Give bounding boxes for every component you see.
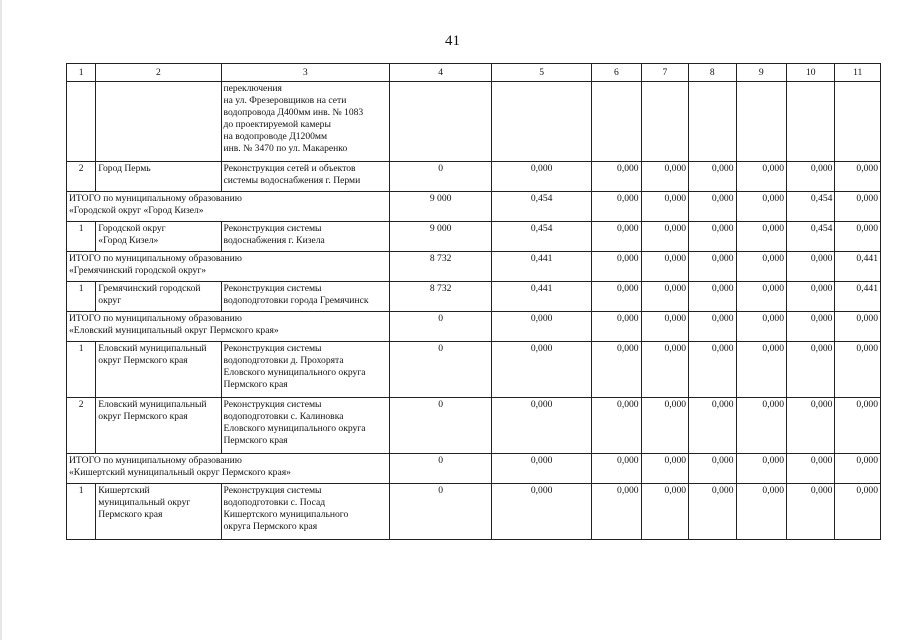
project-description: Реконструкция системы водоснабжения г. Кизела — [221, 222, 390, 252]
value-cell: 0 — [390, 162, 492, 192]
value-cell: 0,000 — [592, 398, 641, 454]
value-cell: 0,000 — [689, 484, 736, 540]
header-cell: 9 — [736, 64, 786, 82]
value-cell: 0,000 — [787, 342, 835, 398]
value-cell: 0,000 — [787, 484, 835, 540]
header-cell: 2 — [96, 64, 221, 82]
value-cell — [641, 82, 688, 162]
value-cell — [390, 82, 492, 162]
value-cell: 8 732 — [390, 282, 492, 312]
value-cell: 0,000 — [592, 484, 641, 540]
value-cell: 0,000 — [641, 484, 688, 540]
value-cell: 0,000 — [592, 282, 641, 312]
value-cell: 0,000 — [835, 342, 881, 398]
value-cell: 0,000 — [641, 312, 688, 342]
municipality-name: Городской округ «Город Кизел» — [96, 222, 221, 252]
value-cell: 0,454 — [787, 222, 835, 252]
page-number: 41 — [445, 33, 460, 49]
value-cell: 0,454 — [492, 222, 592, 252]
header-cell: 5 — [492, 64, 592, 82]
header-cell: 7 — [641, 64, 688, 82]
value-cell: 0,000 — [787, 162, 835, 192]
municipality-name: Гремячинский городской округ — [96, 282, 221, 312]
header-cell: 8 — [689, 64, 736, 82]
table-row — [67, 342, 881, 398]
value-cell: 0,000 — [736, 454, 786, 484]
value-cell: 0,000 — [492, 312, 592, 342]
value-cell: 0,000 — [689, 252, 736, 282]
data-table — [66, 63, 881, 540]
value-cell: 0,000 — [592, 222, 641, 252]
row-number: 2 — [67, 398, 96, 454]
value-cell: 0,000 — [689, 398, 736, 454]
row-number — [67, 82, 96, 162]
municipality-name: Город Пермь — [96, 162, 221, 192]
value-cell: 0,000 — [592, 252, 641, 282]
value-cell: 0,441 — [835, 252, 881, 282]
value-cell: 0,000 — [736, 252, 786, 282]
total-row — [67, 192, 881, 222]
value-cell: 0,000 — [641, 192, 688, 222]
value-cell: 0,000 — [641, 252, 688, 282]
value-cell: 0,441 — [835, 282, 881, 312]
total-label: ИТОГО по муниципальному образованию «Еловский муниципальный округ Пермского края» — [67, 312, 390, 342]
value-cell: 0,000 — [689, 192, 736, 222]
project-description: Реконструкция системы водоподготовки д. Прохорята Еловского муниципального округа Пермского края — [221, 342, 390, 398]
value-cell — [689, 82, 736, 162]
municipality-name: Еловский муниципальный округ Пермского края — [96, 398, 221, 454]
table-header-row — [67, 64, 881, 82]
row-number: 1 — [67, 342, 96, 398]
total-row — [67, 312, 881, 342]
value-cell: 0,000 — [736, 398, 786, 454]
header-cell: 6 — [592, 64, 641, 82]
value-cell: 0,000 — [492, 484, 592, 540]
value-cell: 0,000 — [641, 398, 688, 454]
total-row — [67, 252, 881, 282]
value-cell: 9 000 — [390, 222, 492, 252]
value-cell: 0,000 — [835, 192, 881, 222]
value-cell: 0,000 — [736, 484, 786, 540]
value-cell — [787, 82, 835, 162]
value-cell: 0,000 — [492, 454, 592, 484]
total-label: ИТОГО по муниципальному образованию «Гремячинский городской округ» — [67, 252, 390, 282]
value-cell: 0,000 — [592, 342, 641, 398]
table-row — [67, 82, 881, 162]
value-cell: 0,000 — [787, 312, 835, 342]
total-row — [67, 454, 881, 484]
total-label: ИТОГО по муниципальному образованию «Кишертский муниципальный округ Пермского края» — [67, 454, 390, 484]
value-cell: 0,000 — [592, 192, 641, 222]
value-cell: 0,000 — [835, 454, 881, 484]
header-cell: 11 — [835, 64, 881, 82]
value-cell: 0 — [390, 312, 492, 342]
total-label: ИТОГО по муниципальному образованию «Городской округ «Город Кизел» — [67, 192, 390, 222]
value-cell: 0,000 — [689, 222, 736, 252]
value-cell: 0,000 — [689, 312, 736, 342]
value-cell — [835, 82, 881, 162]
table-row — [67, 398, 881, 454]
municipality-name: Кишертский муниципальный округ Пермского края — [96, 484, 221, 540]
value-cell: 0,000 — [592, 312, 641, 342]
scan-edge — [0, 0, 2, 640]
value-cell: 0,000 — [689, 454, 736, 484]
project-description: переключения на ул. Фрезеровщиков на сети водопровода Д400мм инв. № 1083 до проектируемой камеры на водопроводе Д1200мм инв. № 3470 по ул. Макаренко — [221, 82, 390, 162]
value-cell: 0,000 — [736, 222, 786, 252]
value-cell: 0,000 — [592, 454, 641, 484]
header-cell: 3 — [221, 64, 390, 82]
table-row — [67, 162, 881, 192]
municipality-name — [96, 82, 221, 162]
value-cell: 0,441 — [492, 282, 592, 312]
value-cell: 0,000 — [641, 282, 688, 312]
row-number: 2 — [67, 162, 96, 192]
table-row — [67, 484, 881, 540]
project-description: Реконструкция системы водоподготовки города Гремячинск — [221, 282, 390, 312]
value-cell: 0,000 — [787, 252, 835, 282]
value-cell: 0 — [390, 342, 492, 398]
municipality-name: Еловский муниципальный округ Пермского края — [96, 342, 221, 398]
value-cell — [592, 82, 641, 162]
header-cell: 10 — [787, 64, 835, 82]
value-cell — [492, 82, 592, 162]
value-cell: 0,454 — [787, 192, 835, 222]
value-cell — [736, 82, 786, 162]
value-cell: 0,000 — [835, 162, 881, 192]
value-cell: 0,000 — [492, 398, 592, 454]
value-cell: 0,000 — [835, 222, 881, 252]
value-cell: 0,000 — [641, 454, 688, 484]
value-cell: 0,000 — [736, 192, 786, 222]
value-cell: 0,000 — [736, 282, 786, 312]
row-number: 1 — [67, 484, 96, 540]
value-cell: 0,000 — [736, 162, 786, 192]
value-cell: 0,441 — [492, 252, 592, 282]
value-cell: 0,000 — [787, 454, 835, 484]
table-row — [67, 222, 881, 252]
value-cell: 0,000 — [736, 342, 786, 398]
value-cell: 0,000 — [641, 162, 688, 192]
header-cell: 1 — [67, 64, 96, 82]
value-cell: 0,000 — [689, 342, 736, 398]
value-cell: 0,000 — [492, 342, 592, 398]
project-description: Реконструкция сетей и объектов системы водоснабжения г. Перми — [221, 162, 390, 192]
project-description: Реконструкция системы водоподготовки с. Калиновка Еловского муниципального округа Пермского края — [221, 398, 390, 454]
table-row — [67, 282, 881, 312]
value-cell: 0 — [390, 484, 492, 540]
value-cell: 0,000 — [787, 398, 835, 454]
value-cell: 0,000 — [689, 282, 736, 312]
value-cell: 0 — [390, 398, 492, 454]
value-cell: 0,000 — [641, 222, 688, 252]
value-cell: 0,000 — [592, 162, 641, 192]
value-cell: 0 — [390, 454, 492, 484]
value-cell: 0,000 — [835, 312, 881, 342]
value-cell: 0,000 — [835, 398, 881, 454]
value-cell: 0,454 — [492, 192, 592, 222]
row-number: 1 — [67, 282, 96, 312]
value-cell: 0,000 — [641, 342, 688, 398]
value-cell: 0,000 — [689, 162, 736, 192]
row-number: 1 — [67, 222, 96, 252]
value-cell: 0,000 — [787, 282, 835, 312]
value-cell: 0,000 — [835, 484, 881, 540]
value-cell: 8 732 — [390, 252, 492, 282]
value-cell: 9 000 — [390, 192, 492, 222]
header-cell: 4 — [390, 64, 492, 82]
value-cell: 0,000 — [736, 312, 786, 342]
value-cell: 0,000 — [492, 162, 592, 192]
project-description: Реконструкция системы водоподготовки с. Посад Кишертского муниципального округа Пермского края — [221, 484, 390, 540]
